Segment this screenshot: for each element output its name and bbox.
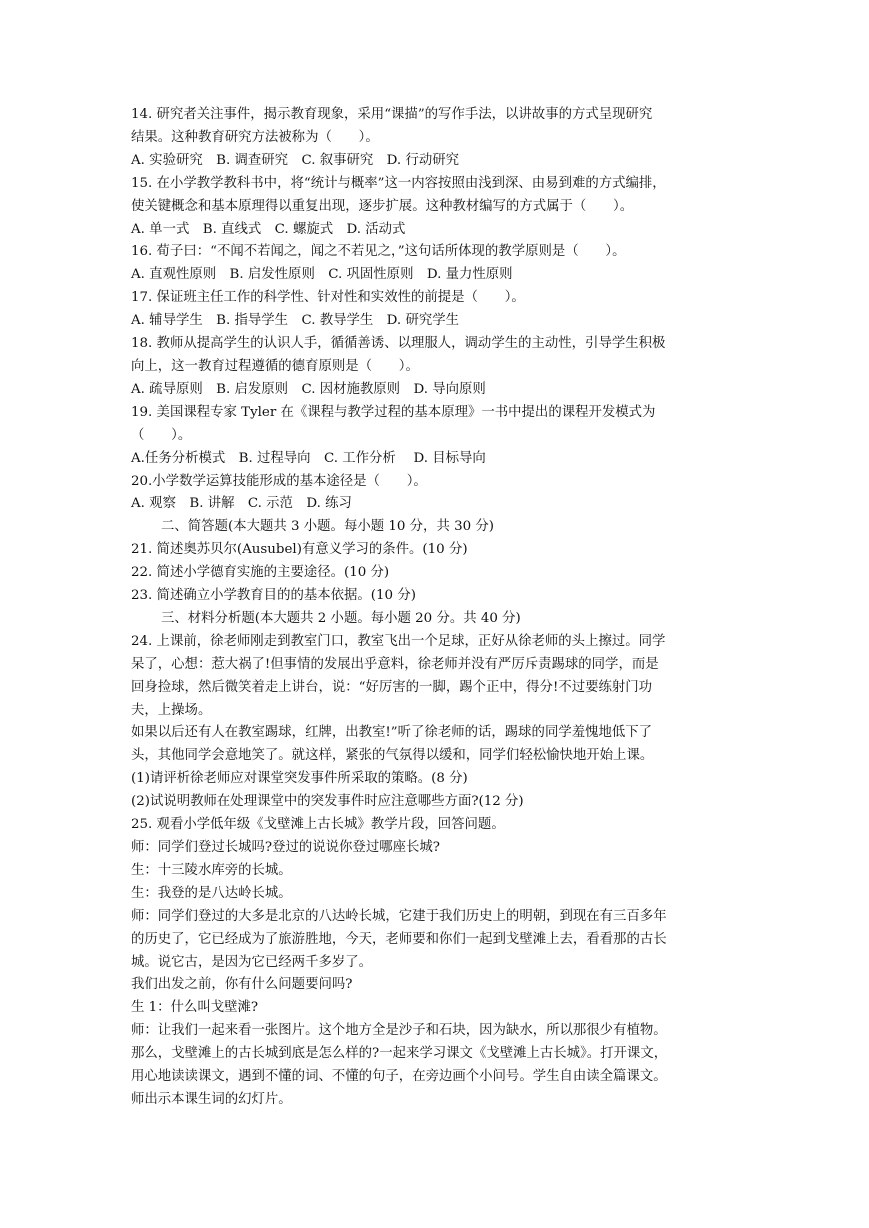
- question-24-line-4: 夫，上操场。: [131, 702, 212, 718]
- question-17-options: A. 辅导学生 B. 指导学生 C. 教导学生 D. 研究学生: [131, 313, 460, 329]
- question-18-line-2: 向上，这一教育过程遵循的德育原则是（ ）。: [131, 358, 419, 374]
- question-20-line-1: 20.小学数学运算技能形成的基本途径是（ ）。: [131, 473, 427, 489]
- question-16-line-1: 16. 荀子曰：“不闻不若闻之，闻之不若见之，”这句话所体现的教学原则是（ ）。: [131, 244, 626, 260]
- question-18-options: A. 疏导原则 B. 启发原则 C. 因材施教原则 D. 导向原则: [131, 381, 486, 397]
- question-19-line-1: 19. 美国课程专家 Tyler 在《课程与教学过程的基本原理》一书中提出的课程开发模式为: [131, 404, 656, 420]
- question-15-options: A. 单一式 B. 直线式 C. 螺旋式 D. 活动式: [131, 221, 406, 237]
- dialogue-line: 师：同学们登过的大多是北京的八达岭长城，它建于我们历史上的明朝，到现在有三百多年: [131, 908, 667, 924]
- dialogue-line: 生：我登的是八达岭长城。: [131, 885, 292, 901]
- question-15-line-2: 使关键概念和基本原理得以重复出现，逐步扩展。这种教材编写的方式属于（ ）。: [131, 198, 634, 214]
- dialogue-line: 师出示本课生词的幻灯片。: [131, 1091, 292, 1107]
- question-24-line-1: 24. 上课前，徐老师刚走到教室门口，教室飞出一个足球，正好从徐老师的头上擦过。同学: [131, 633, 666, 649]
- question-20-options: A. 观察 B. 讲解 C. 示范 D. 练习: [131, 496, 352, 512]
- question-15-line-1: 15. 在小学教学教科书中，将“统计与概率”这一内容按照由浅到深、由易到难的方式编排，: [131, 175, 666, 191]
- question-14-options: A. 实验研究 B. 调查研究 C. 叙事研究 D. 行动研究: [131, 152, 460, 168]
- question-14-line-1: 14. 研究者关注事件，揭示教育现象，采用“课描”的写作手法，以讲故事的方式呈现研究: [131, 107, 653, 122]
- dialogue-line: 生 1：什么叫戈壁滩?: [131, 1000, 259, 1016]
- dialogue-line: 师：让我们一起来看一张图片。这个地方全是沙子和石块，因为缺水，所以那很少有植物。: [131, 1023, 667, 1039]
- question-23: 23. 简述确立小学教育目的的基本依据。(10 分): [131, 588, 416, 604]
- dialogue-line: 师：同学们登过长城吗?登过的说说你登过哪座长城?: [131, 840, 440, 855]
- dialogue-line: 城。说它古，是因为它已经两千多岁了。: [131, 954, 373, 970]
- dialogue-line: 那么，戈壁滩上的古长城到底是怎么样的?一起来学习课文《戈壁滩上古长城》。打开课文，: [131, 1046, 668, 1062]
- dialogue-line: 用心地读读课文，遇到不懂的词、不懂的句子，在旁边画个小问号。学生自由读全篇课文。: [131, 1069, 667, 1085]
- dialogue-line: 生：十三陵水库旁的长城。: [131, 862, 292, 878]
- question-17-line-1: 17. 保证班主任工作的科学性、针对性和实效性的前提是（ ）。: [131, 290, 525, 306]
- section-3-heading: 三、材料分析题(本大题共 2 小题。每小题 20 分。共 40 分): [161, 610, 521, 626]
- question-16-options: A. 直观性原则 B. 启发性原则 C. 巩固性原则 D. 量力性原则: [131, 267, 513, 283]
- question-24-sub-1: (1)请评析徐老师应对课堂突发事件所采取的策略。(8 分): [131, 771, 468, 787]
- section-2-heading: 二、简答题(本大题共 3 小题。每小题 10 分，共 30 分): [161, 519, 495, 535]
- question-18-line-1: 18. 教师从提高学生的认识人手，循循善诱、以理服人，调动学生的主动性，引导学生积极: [131, 336, 666, 352]
- question-24-line-6: 头，其他同学会意地笑了。就这样，紧张的气氛得以缓和，同学们轻松愉快地开始上课。: [131, 748, 654, 764]
- question-14-line-2: 结果。这种教育研究方法被称为（ ）。: [131, 129, 379, 145]
- question-24-sub-2: (2)试说明教师在处理课堂中的突发事件时应注意哪些方面?(12 分): [131, 794, 524, 810]
- question-24-line-2: 呆了，心想：惹大祸了!但事情的发展出乎意料，徐老师并没有严厉斥责踢球的同学，而是: [131, 656, 659, 672]
- question-19-options: A.任务分析模式 B. 过程导向 C. 工作分析 D. 目标导向: [131, 450, 486, 466]
- question-21: 21. 简述奥苏贝尔(Ausubel)有意义学习的条件。(10 分): [131, 542, 468, 558]
- question-25-line-1: 25. 观看小学低年级《戈壁滩上古长城》教学片段，回答问题。: [131, 817, 505, 833]
- question-24-line-5: 如果以后还有人在教室踢球，红牌，出教室!”听了徐老师的话，踢球的同学羞愧地低下了: [131, 725, 653, 741]
- question-19-line-2: （ ）。: [131, 427, 192, 443]
- dialogue-line: 我们出发之前，你有什么问题要问吗?: [131, 977, 353, 993]
- dialogue-line: 的历史了，它已经成为了旅游胜地，今天，老师要和你们一起到戈壁滩上去，看看那的古长: [131, 931, 667, 947]
- question-22: 22. 简述小学德育实施的主要途径。(10 分): [131, 565, 390, 581]
- question-24-line-3: 回身捡球，然后微笑着走上讲台，说：“好厉害的一脚，踢个正中，得分!不过要练射门功: [131, 679, 653, 695]
- document-body: [131, 104, 739, 1112]
